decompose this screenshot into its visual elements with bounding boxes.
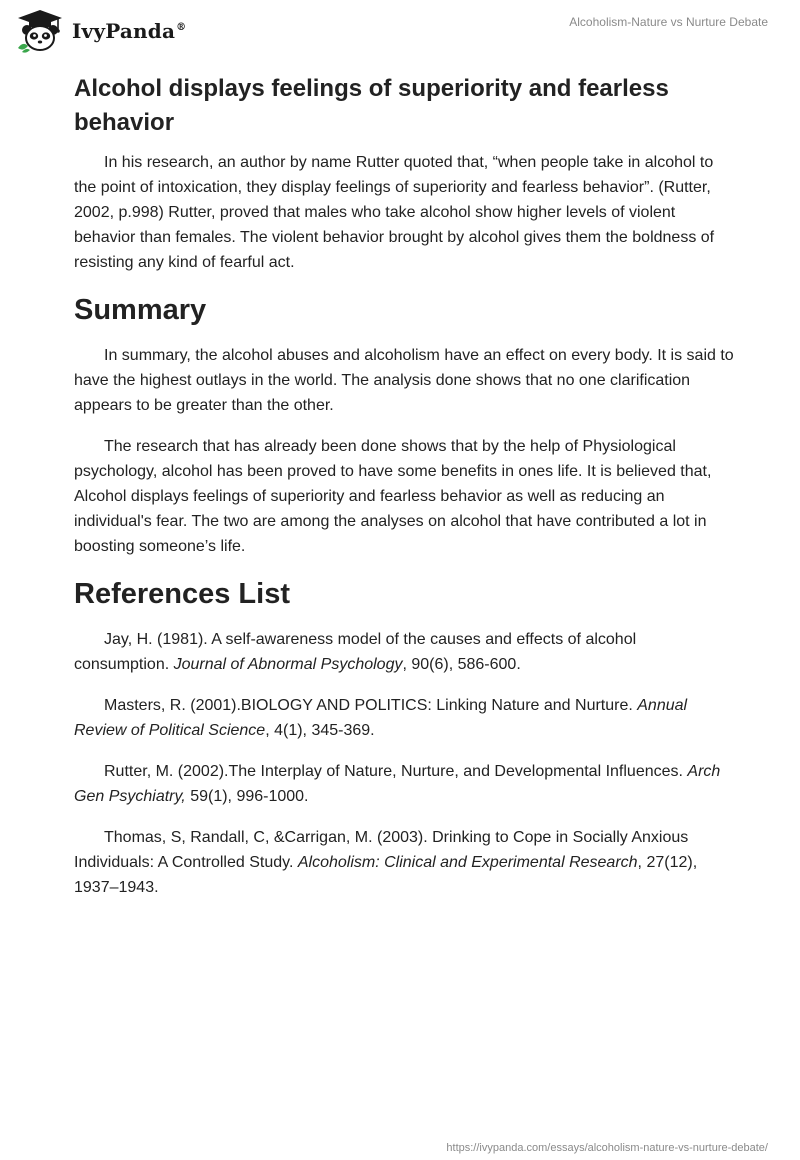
paragraph: The research that has already been done shows that by the help of Physiological psychology, alcohol has been proved to have some benefits in ones life. It is believed that, Alcohol displays feelings of superiority and fearless behavior as well as reducing an individual's fear. The two are among the analyses on alcohol that have contributed a lot in boosting someone’s life. <box>74 438 712 555</box>
reference-item <box>74 627 734 677</box>
reference-details: , 90(6), 586-600. <box>402 656 521 673</box>
paragraph: In his research, an author by name Rutter quoted that, “when people take in alcohol to the point of intoxication, they display feelings of superiority and fearless behavior”. (Rutter, 2002, p.998) Rutter, proved that males who take alcohol show higher levels of violent behavior than females. The violent behavior brought by alcohol gives them the boldness of resisting any kind of fearful act. <box>74 154 715 271</box>
essay-content <box>74 72 734 916</box>
reference-details: , 27(12), 1937–1943. <box>74 854 698 896</box>
section-heading-references: References List <box>74 578 290 610</box>
reference-item <box>74 693 734 743</box>
reference-journal: Arch Gen Psychiatry, <box>74 763 721 805</box>
reference-details: 59(1), 996-1000. <box>185 788 309 805</box>
page-header <box>0 0 800 70</box>
source-url-link[interactable]: https://ivypanda.com/essays/alcoholism-nature-vs-nurture-debate/ <box>446 1142 768 1154</box>
section-heading-summary: Summary <box>74 294 207 326</box>
paragraph: In summary, the alcohol abuses and alcoholism have an effect on every body. It is said to have the highest outlays in the world. The analysis done shows that no one clarification appears to be greater than the other. <box>74 347 734 414</box>
reference-text: Thomas, S, Randall, C, &Carrigan, M. (2003). Drinking to Cope in Socially Anxious Individuals: A Controlled Study. <box>74 829 689 871</box>
reference-item <box>74 759 734 809</box>
brand-name <box>72 19 186 43</box>
panda-graduate-icon <box>14 8 66 54</box>
reference-text: Masters, R. (2001).BIOLOGY AND POLITICS: Linking Nature and Nurture. <box>104 697 638 714</box>
reference-details: , 4(1), 345-369. <box>265 722 375 739</box>
registered-mark: ® <box>176 22 187 34</box>
reference-journal: Annual Review of Political Science <box>74 697 688 739</box>
reference-item <box>74 825 734 900</box>
reference-text: Jay, H. (1981). A self-awareness model of the causes and effects of alcohol consumption. <box>74 631 637 673</box>
reference-journal: Alcoholism: Clinical and Experimental Research <box>297 854 638 871</box>
brand-logo[interactable] <box>14 8 186 54</box>
section-heading-fearless: Alcohol displays feelings of superiority and fearless behavior <box>74 75 669 136</box>
document-title: Alcoholism-Nature vs Nurture Debate <box>569 15 768 29</box>
brand-name-text: IvyPanda <box>72 19 176 43</box>
reference-journal: Journal of Abnormal Psychology <box>173 656 403 673</box>
reference-text: Rutter, M. (2002).The Interplay of Nature, Nurture, and Developmental Influences. <box>104 763 688 780</box>
